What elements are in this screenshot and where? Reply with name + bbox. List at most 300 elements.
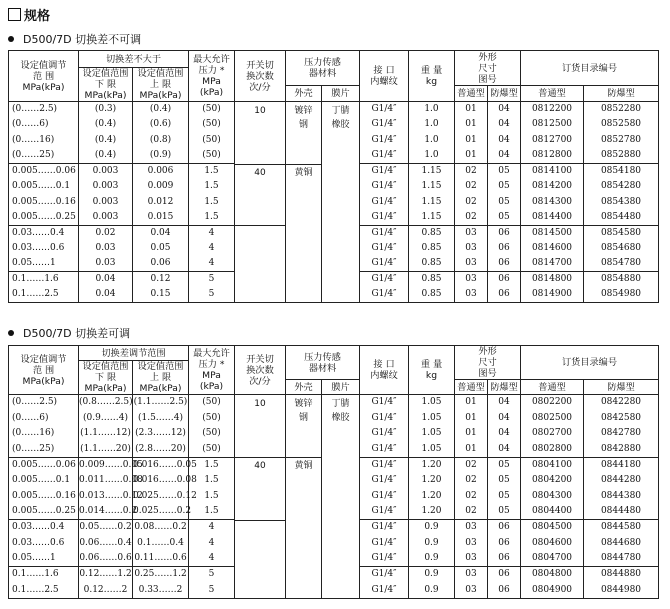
cell-weight: 0.9	[409, 567, 455, 583]
cell-port: G1/4″	[360, 194, 409, 209]
cell-order-explosion: 0854980	[584, 287, 659, 303]
header-switch-frequency: 开关切 换次数 次/分	[235, 51, 286, 102]
cell-max-pressure: 5	[189, 272, 235, 287]
cell-lower: 0.003	[79, 210, 133, 225]
cell-dim-normal: 01	[455, 410, 488, 426]
cell-port: G1/4″	[360, 225, 409, 240]
cell-order-normal: 0804200	[521, 473, 584, 489]
cell-port: G1/4″	[360, 287, 409, 303]
cell-weight: 0.9	[409, 520, 455, 536]
cell-range: 0.005……0.16	[9, 489, 79, 505]
cell-max-pressure: 4	[189, 520, 235, 536]
cell-weight: 1.05	[409, 395, 455, 411]
spec-table-2	[8, 345, 659, 599]
cell-max-pressure: 5	[189, 567, 235, 583]
cell-max-pressure: 1.5	[189, 194, 235, 209]
header-port: 接 口 内螺纹	[360, 51, 409, 102]
header-lower-limit: 设定值范围 下 限 MPa(kPa)	[79, 361, 133, 395]
cell-port: G1/4″	[360, 442, 409, 458]
cell-max-pressure: (50)	[189, 148, 235, 163]
cell-dim-normal: 03	[455, 551, 488, 567]
header-dim-explosion: 防爆型	[488, 380, 521, 395]
cell-dim-explosion: 05	[488, 210, 521, 225]
cell-port: G1/4″	[360, 102, 409, 117]
cell-dim-explosion: 06	[488, 225, 521, 240]
cell-lower: 0.003	[79, 179, 133, 194]
cell-range: 0.1……2.5	[9, 583, 79, 599]
cell-order-explosion: 0844380	[584, 489, 659, 505]
cell-weight: 1.20	[409, 489, 455, 505]
cell-switch-frequency: 10 40	[235, 395, 286, 599]
header-upper-limit: 设定值范围 上 限 MPa(kPa)	[133, 68, 189, 102]
cell-dim-explosion: 05	[488, 473, 521, 489]
cell-order-explosion: 0852580	[584, 117, 659, 132]
cell-max-pressure: 4	[189, 225, 235, 240]
cell-dim-normal: 02	[455, 489, 488, 505]
cell-port: G1/4″	[360, 551, 409, 567]
cell-port: G1/4″	[360, 473, 409, 489]
cell-port: G1/4″	[360, 395, 409, 411]
cell-order-explosion: 0844580	[584, 520, 659, 536]
cell-order-normal: 0804300	[521, 489, 584, 505]
header-weight: 重 量 kg	[409, 346, 455, 395]
section-heading-2: D500/7D 切换差可调	[8, 326, 130, 340]
cell-order-normal: 0814100	[521, 163, 584, 178]
cell-upper: 0.016……0.05	[133, 457, 189, 473]
cell-lower: 0.03	[79, 241, 133, 256]
cell-upper: 0.25……1.2	[133, 567, 189, 583]
cell-order-normal: 0804800	[521, 567, 584, 583]
header-max-pressure: 最大允许 压力 * MPa (kPa)	[189, 51, 235, 102]
cell-upper: 0.025……0.2	[133, 504, 189, 520]
cell-order-explosion: 0854880	[584, 272, 659, 287]
cell-port: G1/4″	[360, 457, 409, 473]
cell-max-pressure: (50)	[189, 442, 235, 458]
cell-range: 0.05……1	[9, 551, 79, 567]
cell-upper: 0.06	[133, 256, 189, 271]
cell-dim-explosion: 05	[488, 194, 521, 209]
cell-dim-normal: 03	[455, 287, 488, 303]
cell-range: (0……6)	[9, 410, 79, 426]
cell-dim-explosion: 04	[488, 102, 521, 117]
cell-range: (0……16)	[9, 426, 79, 442]
cell-lower: 0.05……0.2	[79, 520, 133, 536]
cell-dim-normal: 01	[455, 102, 488, 117]
cell-range: 0.03……0.6	[9, 536, 79, 552]
cell-upper: (0.8)	[133, 132, 189, 147]
cell-lower: (1.1……12)	[79, 426, 133, 442]
header-weight: 重 量 kg	[409, 51, 455, 102]
cell-order-explosion: 0854480	[584, 210, 659, 225]
cell-dim-normal: 03	[455, 520, 488, 536]
cell-port: G1/4″	[360, 583, 409, 599]
cell-dim-explosion: 04	[488, 442, 521, 458]
cell-dim-normal: 02	[455, 194, 488, 209]
cell-range: 0.005……0.06	[9, 163, 79, 178]
cell-order-normal: 0802500	[521, 410, 584, 426]
cell-order-normal: 0804100	[521, 457, 584, 473]
cell-lower: 0.04	[79, 287, 133, 303]
cell-max-pressure: 5	[189, 583, 235, 599]
cell-switch-frequency: 10 40	[235, 102, 286, 303]
cell-weight: 0.85	[409, 241, 455, 256]
cell-upper: (1.1……2.5)	[133, 395, 189, 411]
cell-range: 0.005……0.1	[9, 179, 79, 194]
cell-port: G1/4″	[360, 148, 409, 163]
cell-range: (0……25)	[9, 148, 79, 163]
cell-port: G1/4″	[360, 410, 409, 426]
cell-upper: 0.04	[133, 225, 189, 240]
cell-dim-normal: 01	[455, 442, 488, 458]
cell-range: 0.05……1	[9, 256, 79, 271]
header-dimension-drawing: 外形 尺寸 图号	[455, 51, 521, 86]
table-row	[9, 102, 659, 117]
cell-upper: (0.6)	[133, 117, 189, 132]
header-max-pressure: 最大允许 压力 * MPa (kPa)	[189, 346, 235, 395]
cell-lower: 0.12……1.2	[79, 567, 133, 583]
cell-port: G1/4″	[360, 179, 409, 194]
cell-dim-explosion: 04	[488, 426, 521, 442]
cell-dim-explosion: 06	[488, 551, 521, 567]
cell-range: (0……16)	[9, 132, 79, 147]
cell-dim-normal: 01	[455, 395, 488, 411]
cell-order-normal: 0804900	[521, 583, 584, 599]
cell-upper: 0.006	[133, 163, 189, 178]
spec-title: 规格	[24, 8, 51, 24]
header-range: 设定值调节 范 围 MPa(kPa)	[9, 346, 79, 395]
cell-dim-normal: 01	[455, 117, 488, 132]
cell-port: G1/4″	[360, 241, 409, 256]
cell-dim-explosion: 05	[488, 504, 521, 520]
cell-port: G1/4″	[360, 567, 409, 583]
cell-weight: 1.05	[409, 410, 455, 426]
cell-dim-explosion: 06	[488, 567, 521, 583]
cell-range: 0.1……1.6	[9, 567, 79, 583]
cell-order-explosion: 0854180	[584, 163, 659, 178]
cell-port: G1/4″	[360, 210, 409, 225]
cell-dim-normal: 03	[455, 583, 488, 599]
cell-lower: (1.1……20)	[79, 442, 133, 458]
cell-weight: 1.0	[409, 148, 455, 163]
cell-port: G1/4″	[360, 272, 409, 287]
cell-weight: 1.05	[409, 442, 455, 458]
cell-order-explosion: 0844280	[584, 473, 659, 489]
cell-weight: 1.20	[409, 473, 455, 489]
spec-table-1	[8, 50, 659, 303]
cell-order-normal: 0804500	[521, 520, 584, 536]
cell-lower: (0.8……2.5)	[79, 395, 133, 411]
cell-order-normal: 0814400	[521, 210, 584, 225]
cell-dim-normal: 02	[455, 473, 488, 489]
section-heading-1: D500/7D 切换差不可调	[8, 32, 141, 46]
cell-lower: 0.04	[79, 272, 133, 287]
cell-order-explosion: 0852880	[584, 148, 659, 163]
cell-upper: 0.009	[133, 179, 189, 194]
cell-dim-normal: 02	[455, 504, 488, 520]
header-dimension-drawing: 外形 尺寸 图号	[455, 346, 521, 380]
cell-lower: (0.9……4)	[79, 410, 133, 426]
cell-dim-explosion: 04	[488, 117, 521, 132]
cell-order-normal: 0804700	[521, 551, 584, 567]
cell-port: G1/4″	[360, 132, 409, 147]
cell-max-pressure: 1.5	[189, 457, 235, 473]
header-membrane: 膜片	[322, 380, 360, 395]
cell-order-explosion: 0844680	[584, 536, 659, 552]
cell-order-normal: 0812200	[521, 102, 584, 117]
cell-dim-normal: 03	[455, 536, 488, 552]
cell-dim-normal: 03	[455, 241, 488, 256]
cell-weight: 1.0	[409, 102, 455, 117]
cell-port: G1/4″	[360, 489, 409, 505]
cell-range: (0……2.5)	[9, 395, 79, 411]
cell-order-normal: 0812500	[521, 117, 584, 132]
cell-dim-explosion: 05	[488, 163, 521, 178]
cell-dim-normal: 01	[455, 426, 488, 442]
cell-range: 0.1……1.6	[9, 272, 79, 287]
cell-dim-explosion: 05	[488, 489, 521, 505]
cell-max-pressure: 1.5	[189, 504, 235, 520]
cell-lower: 0.06……0.4	[79, 536, 133, 552]
cell-order-explosion: 0854380	[584, 194, 659, 209]
cell-weight: 0.9	[409, 551, 455, 567]
cell-range: (0……6)	[9, 117, 79, 132]
cell-port: G1/4″	[360, 117, 409, 132]
cell-order-explosion: 0842780	[584, 426, 659, 442]
cell-dim-normal: 02	[455, 179, 488, 194]
cell-lower: 0.014……0.2	[79, 504, 133, 520]
cell-order-explosion: 0844180	[584, 457, 659, 473]
cell-lower: 0.06……0.6	[79, 551, 133, 567]
cell-lower: 0.03	[79, 256, 133, 271]
cell-max-pressure: 1.5	[189, 163, 235, 178]
cell-order-explosion: 0842580	[584, 410, 659, 426]
cell-dim-normal: 03	[455, 256, 488, 271]
cell-upper: 0.08……0.2	[133, 520, 189, 536]
checkbox-square-icon	[8, 8, 21, 21]
header-order-normal: 普通型	[521, 86, 584, 102]
cell-weight: 1.15	[409, 179, 455, 194]
cell-range: 0.03……0.6	[9, 241, 79, 256]
table-row	[9, 395, 659, 411]
header-shell: 外壳	[286, 86, 322, 102]
cell-range: 0.005……0.06	[9, 457, 79, 473]
header-range: 设定值调节 范 围 MPa(kPa)	[9, 51, 79, 102]
cell-port: G1/4″	[360, 426, 409, 442]
cell-port: G1/4″	[360, 504, 409, 520]
header-lower-limit: 设定值范围 下 限 MPa(kPa)	[79, 68, 133, 102]
cell-membrane: 丁腈 橡胶	[322, 102, 360, 303]
cell-weight: 1.05	[409, 426, 455, 442]
cell-upper: 0.12	[133, 272, 189, 287]
cell-range: 0.03……0.4	[9, 520, 79, 536]
cell-order-explosion: 0844980	[584, 583, 659, 599]
cell-membrane: 丁腈 橡胶	[322, 395, 360, 599]
cell-port: G1/4″	[360, 536, 409, 552]
cell-upper: 0.05	[133, 241, 189, 256]
cell-order-normal: 0802700	[521, 426, 584, 442]
cell-range: 0.03……0.4	[9, 225, 79, 240]
cell-order-normal: 0814200	[521, 179, 584, 194]
cell-port: G1/4″	[360, 520, 409, 536]
cell-max-pressure: 1.5	[189, 473, 235, 489]
header-dim-explosion: 防爆型	[488, 86, 521, 102]
cell-range: 0.1……2.5	[9, 287, 79, 303]
cell-order-normal: 0814500	[521, 225, 584, 240]
cell-upper: 0.11……0.6	[133, 551, 189, 567]
cell-order-normal: 0812800	[521, 148, 584, 163]
cell-order-explosion: 0844480	[584, 504, 659, 520]
cell-dim-normal: 03	[455, 567, 488, 583]
cell-lower: (0.4)	[79, 117, 133, 132]
cell-max-pressure: (50)	[189, 102, 235, 117]
cell-lower: 0.011……0.08	[79, 473, 133, 489]
header-shell: 外壳	[286, 380, 322, 395]
header-sensor-material: 压力传感 器材料	[286, 51, 360, 86]
header-switch-diff: 切换差不大于	[79, 51, 189, 68]
header-upper-limit: 设定值范围 上 限 MPa(kPa)	[133, 361, 189, 395]
cell-dim-normal: 02	[455, 210, 488, 225]
cell-dim-explosion: 06	[488, 241, 521, 256]
header-membrane: 膜片	[322, 86, 360, 102]
header-order-explosion: 防爆型	[584, 380, 659, 395]
cell-lower: 0.009……0.05	[79, 457, 133, 473]
cell-max-pressure: 1.5	[189, 210, 235, 225]
cell-upper: 0.1……0.4	[133, 536, 189, 552]
cell-lower: 0.013……0.12	[79, 489, 133, 505]
cell-dim-explosion: 04	[488, 410, 521, 426]
cell-dim-explosion: 06	[488, 520, 521, 536]
cell-upper: (0.9)	[133, 148, 189, 163]
cell-max-pressure: 5	[189, 287, 235, 303]
cell-dim-explosion: 06	[488, 256, 521, 271]
cell-upper: 0.015	[133, 210, 189, 225]
header-order-number: 订货目录编号	[521, 51, 659, 86]
cell-order-normal: 0814300	[521, 194, 584, 209]
cell-shell: 镀锌 钢 黄铜	[286, 395, 322, 599]
cell-dim-explosion: 05	[488, 457, 521, 473]
header-port: 接 口 内螺纹	[360, 346, 409, 395]
cell-dim-explosion: 06	[488, 272, 521, 287]
cell-order-explosion: 0854780	[584, 256, 659, 271]
cell-upper: (2.8……20)	[133, 442, 189, 458]
header-dim-normal: 普通型	[455, 380, 488, 395]
cell-lower: 0.02	[79, 225, 133, 240]
cell-order-explosion: 0842880	[584, 442, 659, 458]
cell-order-explosion: 0854280	[584, 179, 659, 194]
cell-range: 0.005……0.25	[9, 504, 79, 520]
cell-upper: 0.016……0.08	[133, 473, 189, 489]
cell-max-pressure: (50)	[189, 410, 235, 426]
cell-order-explosion: 0842280	[584, 395, 659, 411]
cell-order-explosion: 0854580	[584, 225, 659, 240]
cell-upper: 0.33……2	[133, 583, 189, 599]
cell-dim-explosion: 06	[488, 583, 521, 599]
cell-weight: 0.85	[409, 287, 455, 303]
cell-range: (0……25)	[9, 442, 79, 458]
cell-max-pressure: 1.5	[189, 179, 235, 194]
cell-upper: (2.3……12)	[133, 426, 189, 442]
cell-order-explosion: 0844880	[584, 567, 659, 583]
cell-max-pressure: 4	[189, 551, 235, 567]
cell-lower: 0.003	[79, 163, 133, 178]
cell-order-normal: 0814800	[521, 272, 584, 287]
header-order-normal: 普通型	[521, 380, 584, 395]
cell-max-pressure: (50)	[189, 426, 235, 442]
header-sensor-material: 压力传感 器材料	[286, 346, 360, 380]
cell-weight: 1.15	[409, 210, 455, 225]
cell-weight: 0.9	[409, 536, 455, 552]
cell-dim-normal: 03	[455, 225, 488, 240]
cell-order-normal: 0814900	[521, 287, 584, 303]
cell-order-normal: 0814700	[521, 256, 584, 271]
cell-shell: 镀锌 钢 黄铜	[286, 102, 322, 303]
cell-weight: 1.15	[409, 163, 455, 178]
cell-order-normal: 0804600	[521, 536, 584, 552]
spec-heading	[8, 5, 50, 23]
cell-order-normal: 0804400	[521, 504, 584, 520]
cell-weight: 1.15	[409, 194, 455, 209]
cell-upper: 0.025……0.12	[133, 489, 189, 505]
cell-order-explosion: 0844780	[584, 551, 659, 567]
cell-range: (0……2.5)	[9, 102, 79, 117]
cell-weight: 0.85	[409, 272, 455, 287]
header-dim-normal: 普通型	[455, 86, 488, 102]
cell-order-explosion: 0852780	[584, 132, 659, 147]
cell-range: 0.005……0.1	[9, 473, 79, 489]
cell-range: 0.005……0.25	[9, 210, 79, 225]
cell-max-pressure: 1.5	[189, 489, 235, 505]
cell-order-normal: 0812700	[521, 132, 584, 147]
bullet-icon	[8, 36, 14, 42]
cell-lower: (0.4)	[79, 148, 133, 163]
header-switch-frequency: 开关切 换次数 次/分	[235, 346, 286, 395]
cell-order-explosion: 0854680	[584, 241, 659, 256]
cell-lower: 0.003	[79, 194, 133, 209]
header-switch-diff: 切换差调节范围	[79, 346, 189, 361]
cell-range: 0.005……0.16	[9, 194, 79, 209]
cell-dim-normal: 02	[455, 163, 488, 178]
cell-order-explosion: 0852280	[584, 102, 659, 117]
cell-max-pressure: 4	[189, 256, 235, 271]
cell-upper: 0.012	[133, 194, 189, 209]
cell-order-normal: 0802200	[521, 395, 584, 411]
cell-dim-explosion: 06	[488, 287, 521, 303]
cell-dim-normal: 02	[455, 457, 488, 473]
header-order-number: 订货目录编号	[521, 346, 659, 380]
cell-weight: 1.0	[409, 132, 455, 147]
cell-order-normal: 0802800	[521, 442, 584, 458]
cell-max-pressure: (50)	[189, 117, 235, 132]
cell-dim-normal: 01	[455, 148, 488, 163]
cell-lower: (0.3)	[79, 102, 133, 117]
cell-lower: 0.12……2	[79, 583, 133, 599]
cell-weight: 1.20	[409, 504, 455, 520]
cell-weight: 0.85	[409, 256, 455, 271]
cell-weight: 1.20	[409, 457, 455, 473]
cell-upper: 0.15	[133, 287, 189, 303]
bullet-icon	[8, 330, 14, 336]
cell-dim-explosion: 05	[488, 179, 521, 194]
cell-port: G1/4″	[360, 163, 409, 178]
cell-lower: (0.4)	[79, 132, 133, 147]
cell-upper: (0.4)	[133, 102, 189, 117]
cell-dim-explosion: 04	[488, 395, 521, 411]
cell-dim-normal: 01	[455, 132, 488, 147]
cell-max-pressure: (50)	[189, 395, 235, 411]
cell-weight: 1.0	[409, 117, 455, 132]
cell-dim-explosion: 06	[488, 536, 521, 552]
cell-max-pressure: 4	[189, 241, 235, 256]
